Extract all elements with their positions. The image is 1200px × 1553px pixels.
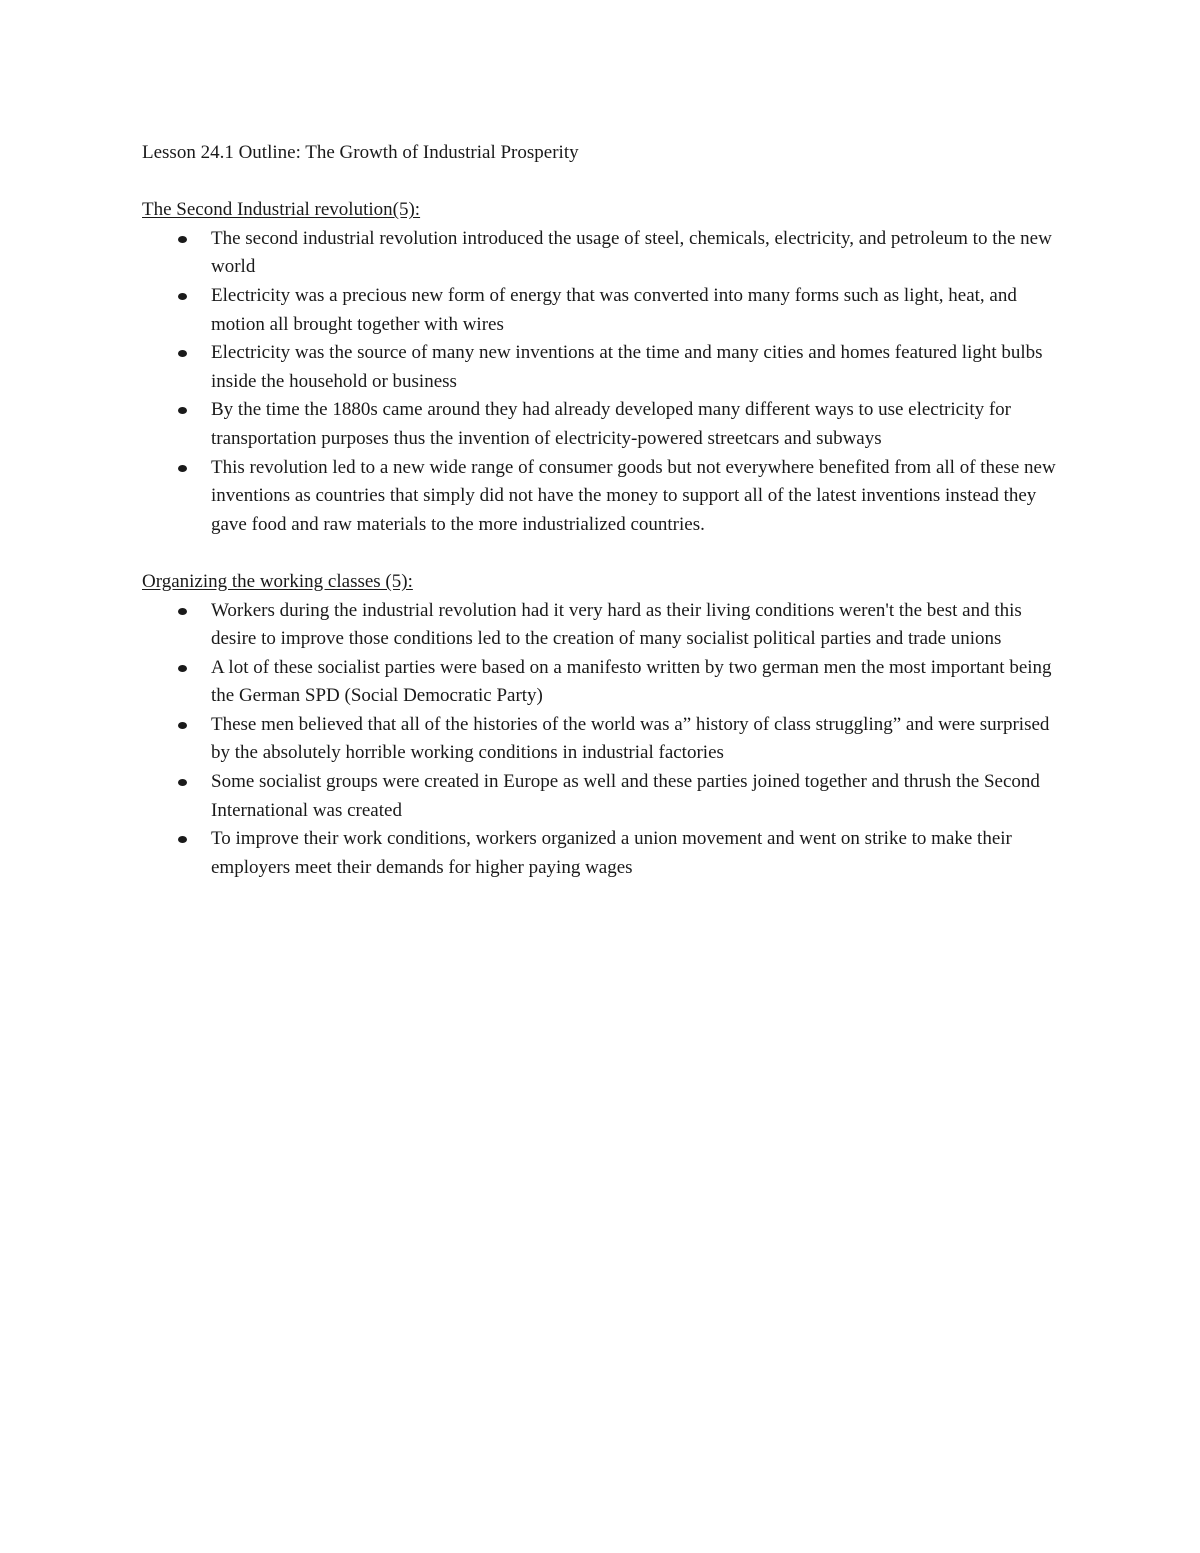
bullet-icon	[178, 779, 187, 786]
list-item	[142, 711, 1067, 768]
bullet-icon	[178, 665, 187, 672]
section-organizing-working-classes	[142, 568, 1067, 883]
section-second-industrial-revolution	[142, 196, 1067, 539]
list-item	[142, 396, 1067, 453]
list-item-text: Workers during the industrial revolution had it very hard as their living conditions weren't the best and this desire to improve those conditions led to the creation of many socialist political parties and trade unions	[211, 599, 1022, 650]
bullet-icon	[178, 465, 187, 472]
document-body	[142, 139, 1067, 882]
list-item	[142, 825, 1067, 882]
list-item	[142, 225, 1067, 282]
list-item	[142, 768, 1067, 825]
bullet-list	[142, 225, 1067, 540]
list-item-text: These men believed that all of the histories of the world was a” history of class struggling” and were surprised by the absolutely horrible working conditions in industrial factories	[211, 713, 1050, 764]
list-item	[142, 597, 1067, 654]
list-item-text: A lot of these socialist parties were based on a manifesto written by two german men the most important being the German SPD (Social Democratic Party)	[211, 656, 1052, 707]
bullet-icon	[178, 350, 187, 357]
list-item-text: To improve their work conditions, workers organized a union movement and went on strike to make their employers meet their demands for higher paying wages	[211, 828, 1012, 878]
list-item-text: The second industrial revolution introduced the usage of steel, chemicals, electricity, and petroleum to the new world	[211, 227, 1052, 278]
bullet-icon	[178, 407, 187, 414]
list-item-text: Electricity was the source of many new inventions at the time and many cities and homes featured light bulbs inside the household or business	[211, 342, 1043, 392]
list-item-text: Electricity was a precious new form of energy that was converted into many forms such as light, heat, and motion all brought together with wires	[211, 284, 1017, 335]
list-item	[142, 339, 1067, 396]
bullet-list	[142, 597, 1067, 883]
section-heading: The Second Industrial revolution(5):	[142, 199, 421, 221]
bullet-icon	[178, 236, 187, 243]
bullet-icon	[178, 722, 187, 729]
bullet-icon	[178, 293, 187, 300]
list-item	[142, 654, 1067, 711]
list-item-text: Some socialist groups were created in Europe as well and these parties joined together and thrush the Second International was created	[211, 771, 1040, 821]
list-item-text: This revolution led to a new wide range of consumer goods but not everywhere benefited from all of these new inventions as countries that simply did not have the money to support all of the latest inventions instead they gave food and raw materials to the more industrialized countries.	[211, 456, 1056, 535]
section-heading: Organizing the working classes (5):	[142, 570, 413, 592]
bullet-icon	[178, 608, 187, 615]
spacer	[142, 539, 1067, 568]
document-title: Lesson 24.1 Outline: The Growth of Industrial Prosperity	[142, 142, 579, 163]
spacer	[142, 168, 1067, 197]
list-item	[142, 454, 1067, 540]
list-item	[142, 282, 1067, 339]
bullet-icon	[178, 836, 187, 843]
list-item-text: By the time the 1880s came around they had already developed many different ways to use electricity for transportation purposes thus the invention of electricity-powered streetcars and subways	[211, 399, 1012, 449]
